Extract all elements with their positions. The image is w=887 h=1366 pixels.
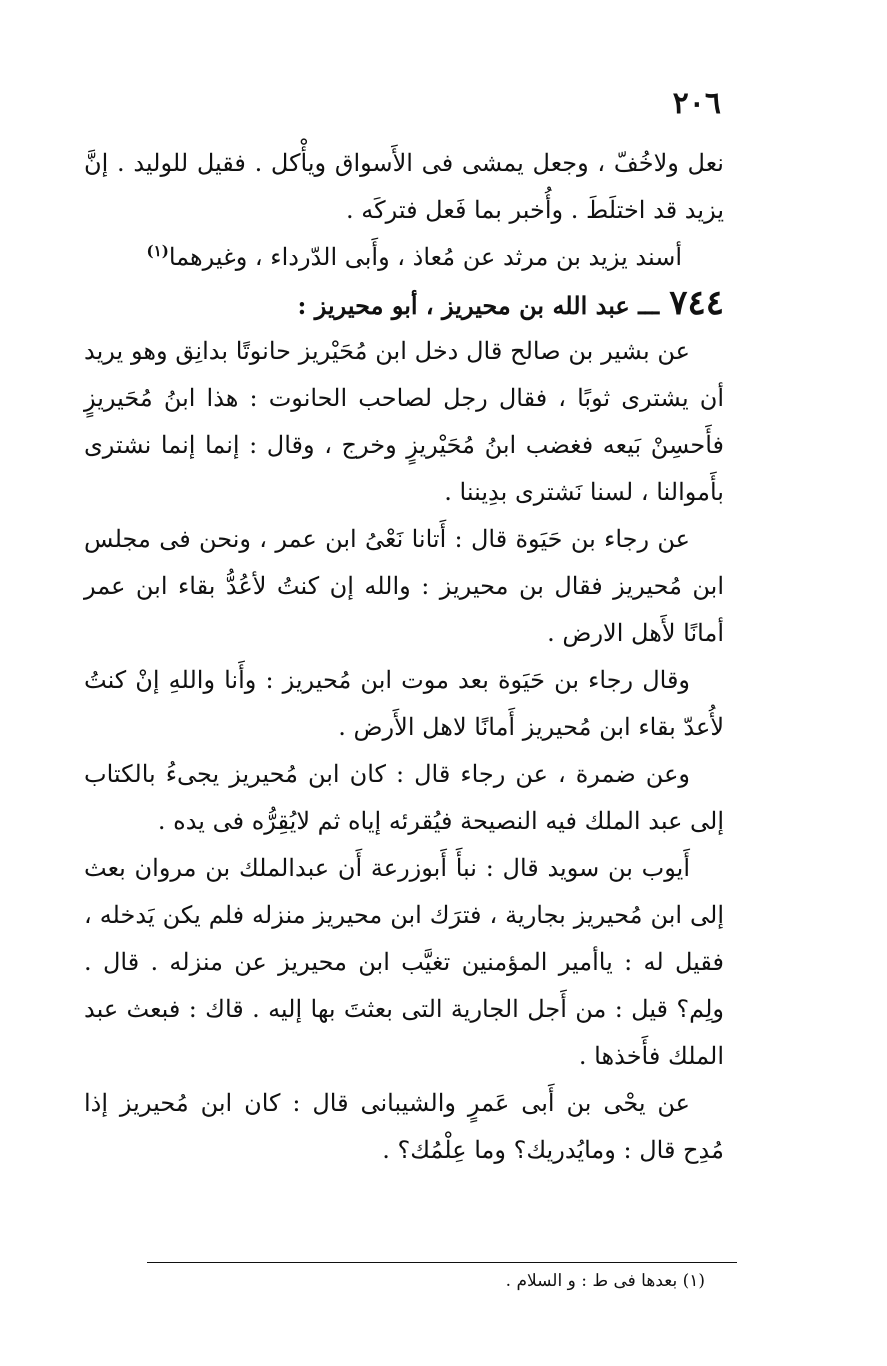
paragraph-continuation: نعل ولاخُفّ ، وجعل يمشى فى الأَسواق ويأْكل . فقيل للوليد . إنَّ يزيد قد اختلَطَ . وأُخبر بما فَعل فتركَه . [84, 149, 724, 224]
paragraph-yahya: عن يحْى بن أَبى عَمرٍ والشيبانى قال : كان ابن مُحيريز إذا مُدِح قال : ومايُدريك؟ وما عِلْمُك؟ . [84, 1089, 724, 1164]
main-text [84, 140, 724, 1174]
entry-number: ٧٤٤ [669, 283, 724, 323]
entry-heading [84, 281, 724, 328]
paragraph-ayyub: أَيوب بن سويد قال : نبأَ أَبوزرعة أَن عبدالملك بن مروان بعث إلى ابن مُحيريز بجارية ، فترَك ابن محيريز منزله فلم يكن يَدخله ، فقيل له : ياأمير المؤمنين تغيَّب ابن محيريز عن منزله . قال . ولِم؟ قيل : من أَجل الجارية التى بعثتَ بها إليه . قاك : فبعث عبد الملك فأَخذها . [84, 854, 724, 1070]
isnad-line [84, 234, 724, 281]
paragraph-raja-1: عن رجاء بن حَيَوة قال : أَتانا نَعْىُ ابن عمر ، ونحن فى مجلس ابن مُحيريز فقال بن محيريز : والله إن كنتُ لأعُدُّ بقاء ابن عمر أمانًا لأَهل الارض . [84, 525, 724, 647]
paragraph-damra: وعن ضمرة ، عن رجاء قال : كان ابن مُحيريز يجىءُ بالكتاب إلى عبد الملك فيه النصيحة فيُقرئه إياه ثم لايُقِرُّه فى يده . [84, 760, 724, 835]
paragraph-raja-2: وقال رجاء بن حَيَوة بعد موت ابن مُحيريز : وأَنا واللهِ إنْ كنتُ لأُعدّ بقاء ابن مُحيريز أَمانًا لاهل الأَرض . [84, 666, 724, 741]
entry-title: ـــ عبد الله بن محيريز ، أبو محيريز : [297, 291, 660, 320]
footnote-reference: (١) [146, 242, 169, 260]
footnote: (١) بعدها فى ط : و السلام . [505, 1271, 705, 1291]
paragraph-bashir: عن بشير بن صالح قال دخل ابن مُحَيْريز حانوتًا بدانِق وهو يريد أن يشترى ثوبًا ، فقال رجل لصاحب الحانوت : هذا ابنُ مُحَيريزٍ فأَحسِنْ بَيعه فغضب ابنُ مُحَيْريزٍ وخرج ، وقال : إنما إنما نشترى بأَموالنا ، لسنا نَشترى بدِيننا . [84, 337, 724, 506]
page-number: ٢٠٦ [672, 86, 721, 121]
isnad-text: أسند يزيد بن مرثد عن مُعاذ ، وأَبى الدّرداء ، وغيرهما [168, 243, 682, 271]
footnote-separator [147, 1262, 737, 1263]
